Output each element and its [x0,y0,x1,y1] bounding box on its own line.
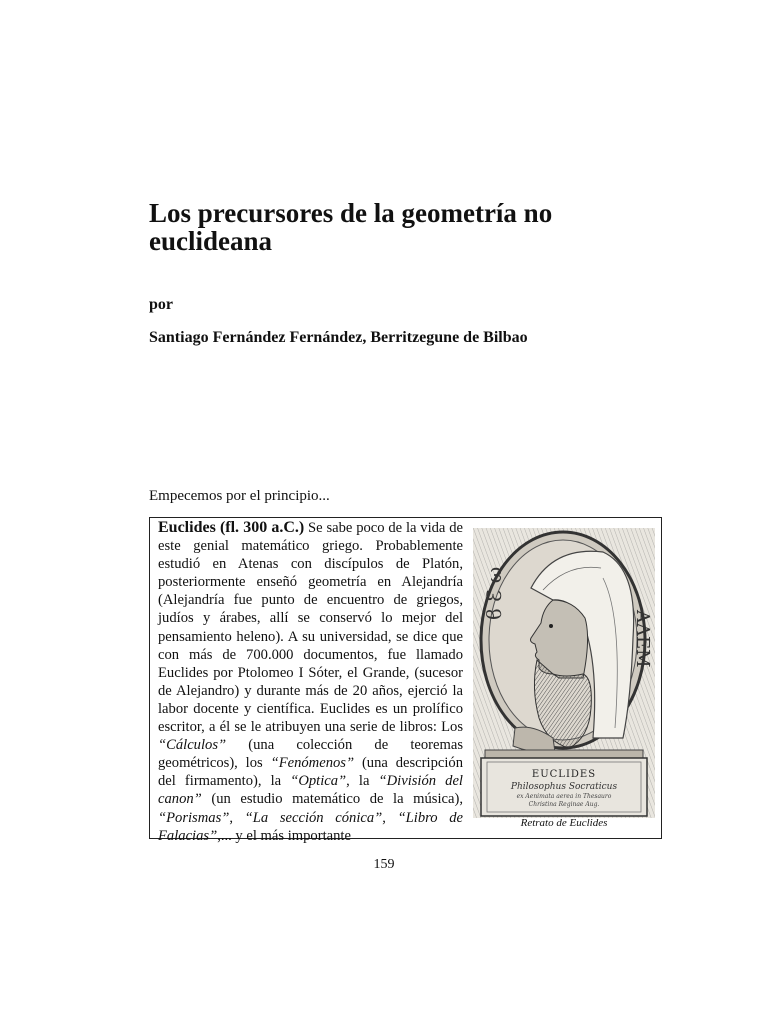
biography-body [158,520,463,844]
work-title: “Cálculos” [158,737,227,754]
biography-heading: Euclides (fl. 300 a.C.) [158,519,305,536]
intro-paragraph: Empecemos por el principio... [149,488,330,504]
work-title: “La sección cónica” [244,809,383,826]
biography-text-run: ,... y el más importante [217,827,351,844]
page-number: 159 [373,857,395,872]
work-title: “Optica” [290,773,347,790]
byline-label: por [149,296,173,313]
work-title: “División del canon” [158,773,463,808]
plaque-line-2: ex Aenimata aerea in Thesauro [516,793,612,800]
portrait-caption: Retrato de Euclides [520,817,608,829]
medallion-letters-right: ΑΛΕΜ [632,610,653,668]
author-line: Santiago Fernández Fernández, Berritzegune de Bilbao [149,329,528,346]
biography-text-run: (una colección de teoremas geométricos), los [158,737,463,772]
biography-text-run: Se sabe poco de la vida de este genial matemático griego. Probablemente estudió en Atenas con discípulos de Platón, posteriormente enseñó geometría en Alejandría (Alejandría fue punto de encuentro de griegos, judíos y árabes, allí se conservó lo mejor del pensamiento heleno). A su universidad, se dice que con más de 700.000 documentos, fue llamado Euclides por Ptolomeo I Sóter, el Grande, (sucesor de Alejandro) y durante más de 20 años, ejerció la labor docente y científica. Euclides es un prolífico escritor, a él se le atribuyen una serie de libros: Los [158,520,463,736]
biography-text-run: , la [346,773,379,790]
paper-title: Los precursores de la geometría no euclideana [149,198,553,256]
euclides-portrait [473,528,655,818]
biography-text-run: , [229,809,245,826]
work-title: “Libro de Falacias” [158,809,463,844]
work-title: “Porismas” [158,809,230,826]
biography-box [149,517,662,844]
biography-text-run: , [382,809,398,826]
plaque-line-1: Philosophus Socraticus [510,782,618,792]
biography-text-run: (una descripción del firmamento), la [158,755,463,790]
plaque-line-3: Christina Reginae Aug. [528,801,600,808]
plaque-title: EUCLIDES [531,769,597,780]
biography-text-run: (un estudio matemático de la música), [201,791,463,808]
medallion-letters-left: ϐ Ɛ ω [482,566,506,620]
biography-text [158,519,463,845]
work-title: “Fenómenos” [270,755,355,772]
